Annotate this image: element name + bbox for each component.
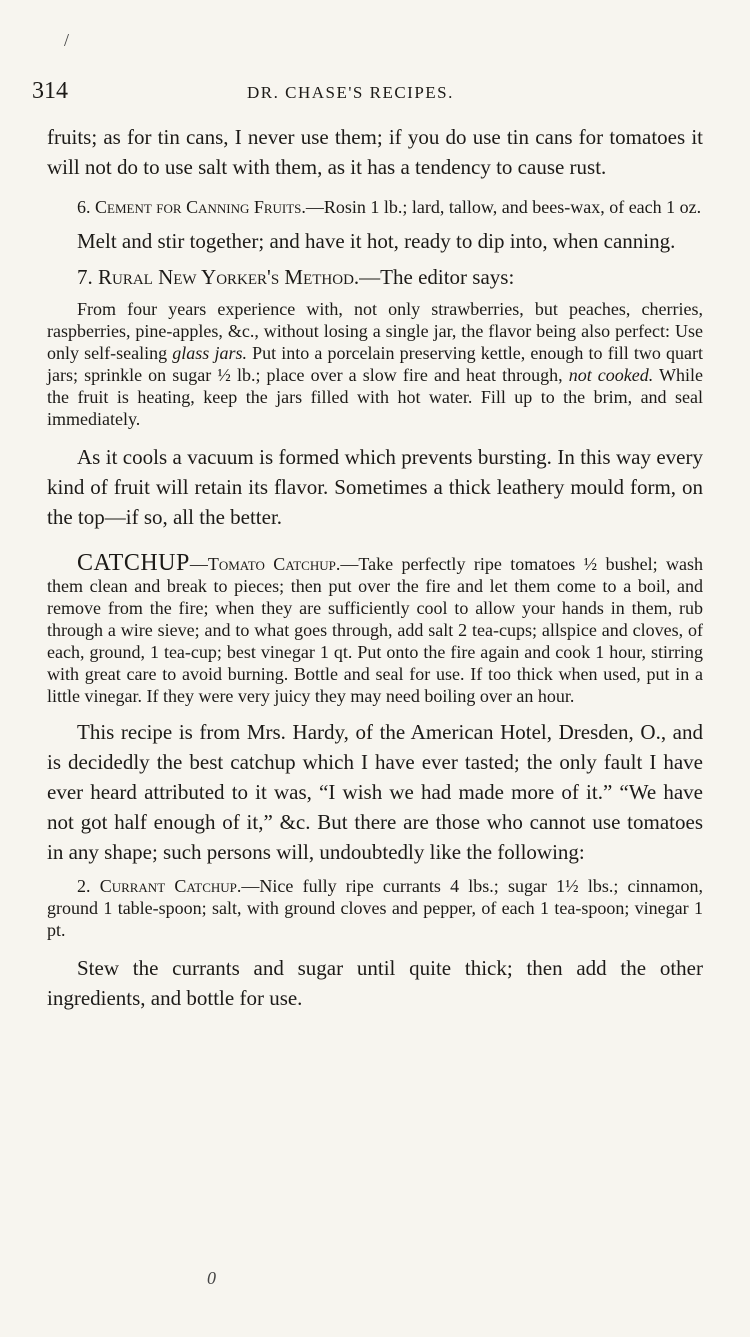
paragraph-tin-cans: fruits; as for tin cans, I never use them; if you do use tin cans for tomatoes it will not do to use salt with them, as it has a tendency to cause rust. bbox=[47, 125, 703, 179]
recipe-tomato-catchup bbox=[47, 552, 703, 707]
recipe-heading: Cement for Canning Fruits. bbox=[95, 197, 306, 217]
recipe-text: —Rosin 1 lb.; lard, tallow, and bees-wax, of each 1 oz. bbox=[305, 197, 702, 217]
quote-text-b: Put into a porcelain preserving kettle, enough to fill two quart jars; sprinkle on sugar ½ lb.; place over a slow fire and heat through, bbox=[47, 343, 703, 385]
recipe-text: —The editor says: bbox=[359, 265, 515, 289]
quote-text-c: While the fruit is heating, keep the jars filled with hot water. Fill up to the brim, and seal immediately. bbox=[47, 365, 704, 429]
quote-text-a: From four years experience with, not only strawberries, but peaches, cherries, raspberries, pine-apples, &c., without losing a single jar, the flavor being also perfect: Use only self-sealing bbox=[47, 299, 703, 363]
running-title: DR. CHASE'S RECIPES. bbox=[247, 83, 454, 102]
margin-mark-top: / bbox=[64, 30, 70, 50]
page-header bbox=[32, 78, 712, 110]
recipe-currant-catchup bbox=[47, 875, 703, 941]
page-number: 314 bbox=[32, 78, 68, 104]
paragraph-mrs-hardy: This recipe is from Mrs. Hardy, of the American Hotel, Dresden, O., and is decidedly the best catchup which I have ever tasted; the only fault I have ever heard attributed to it was, “I wish we had made more of it.” “We have not got half enough of it,” &c. But there are those who cannot use tomatoes in any shape; such persons will, undoubtedly like the following: bbox=[47, 720, 703, 864]
recipe-text: —Nice fully ripe currants 4 lbs.; sugar 1½ lbs.; cinnamon, ground 1 table-spoon; salt, with ground cloves and pepper, of each 1 tea-spoon; vinegar 1 pt. bbox=[47, 876, 703, 940]
recipe-heading: Currant Catchup. bbox=[99, 876, 242, 896]
paragraph-vacuum: As it cools a vacuum is formed which prevents bursting. In this way every kind of fruit will retain its flavor. Sometimes a thick leathery mould form, on the top—if so, all the better. bbox=[47, 445, 703, 529]
recipe-rural-new-yorker bbox=[47, 262, 703, 292]
quote-glass-jars: glass jars. bbox=[172, 343, 247, 363]
recipe-text: —Take perfectly ripe tomatoes ½ bushel; wash them clean and break to pieces; then put over the fire and let them come to a boil, and remove from the fire; when they are sufficiently cool to allow your hands in them, rub through a wire sieve; and to what goes through, add salt 2 tea-cups; allspice and cloves, of each, ground, 1 tea-cup; best vinegar 1 qt. Put onto the fire again and cook 1 hour, stirring with great care to avoid burning. Bottle and seal for use. If too thick when used, put in a little vinegar. If they were very juicy they may need boiling over an hour. bbox=[47, 554, 703, 706]
quoted-method bbox=[47, 298, 703, 430]
margin-mark-bottom: 0 bbox=[207, 1268, 216, 1288]
recipe-cement-canning bbox=[47, 196, 703, 218]
page-body bbox=[47, 122, 703, 1013]
recipe-number: 2. bbox=[77, 876, 91, 896]
recipe-heading: Rural New Yorker's Method. bbox=[98, 265, 360, 289]
recipe-heading: —Tomato Catchup. bbox=[189, 554, 341, 574]
paragraph-melt-stir: Melt and stir together; and have it hot, ready to dip into, when canning. bbox=[77, 229, 676, 253]
paragraph-stew-currants: Stew the currants and sugar until quite thick; then add the other ingredients, and bottle for use. bbox=[47, 956, 703, 1010]
recipe-number: 6. bbox=[77, 197, 91, 217]
quote-not-cooked: not cooked. bbox=[568, 365, 654, 385]
section-heading-catchup: CATCHUP bbox=[77, 550, 190, 576]
recipe-number: 7. bbox=[77, 265, 93, 289]
